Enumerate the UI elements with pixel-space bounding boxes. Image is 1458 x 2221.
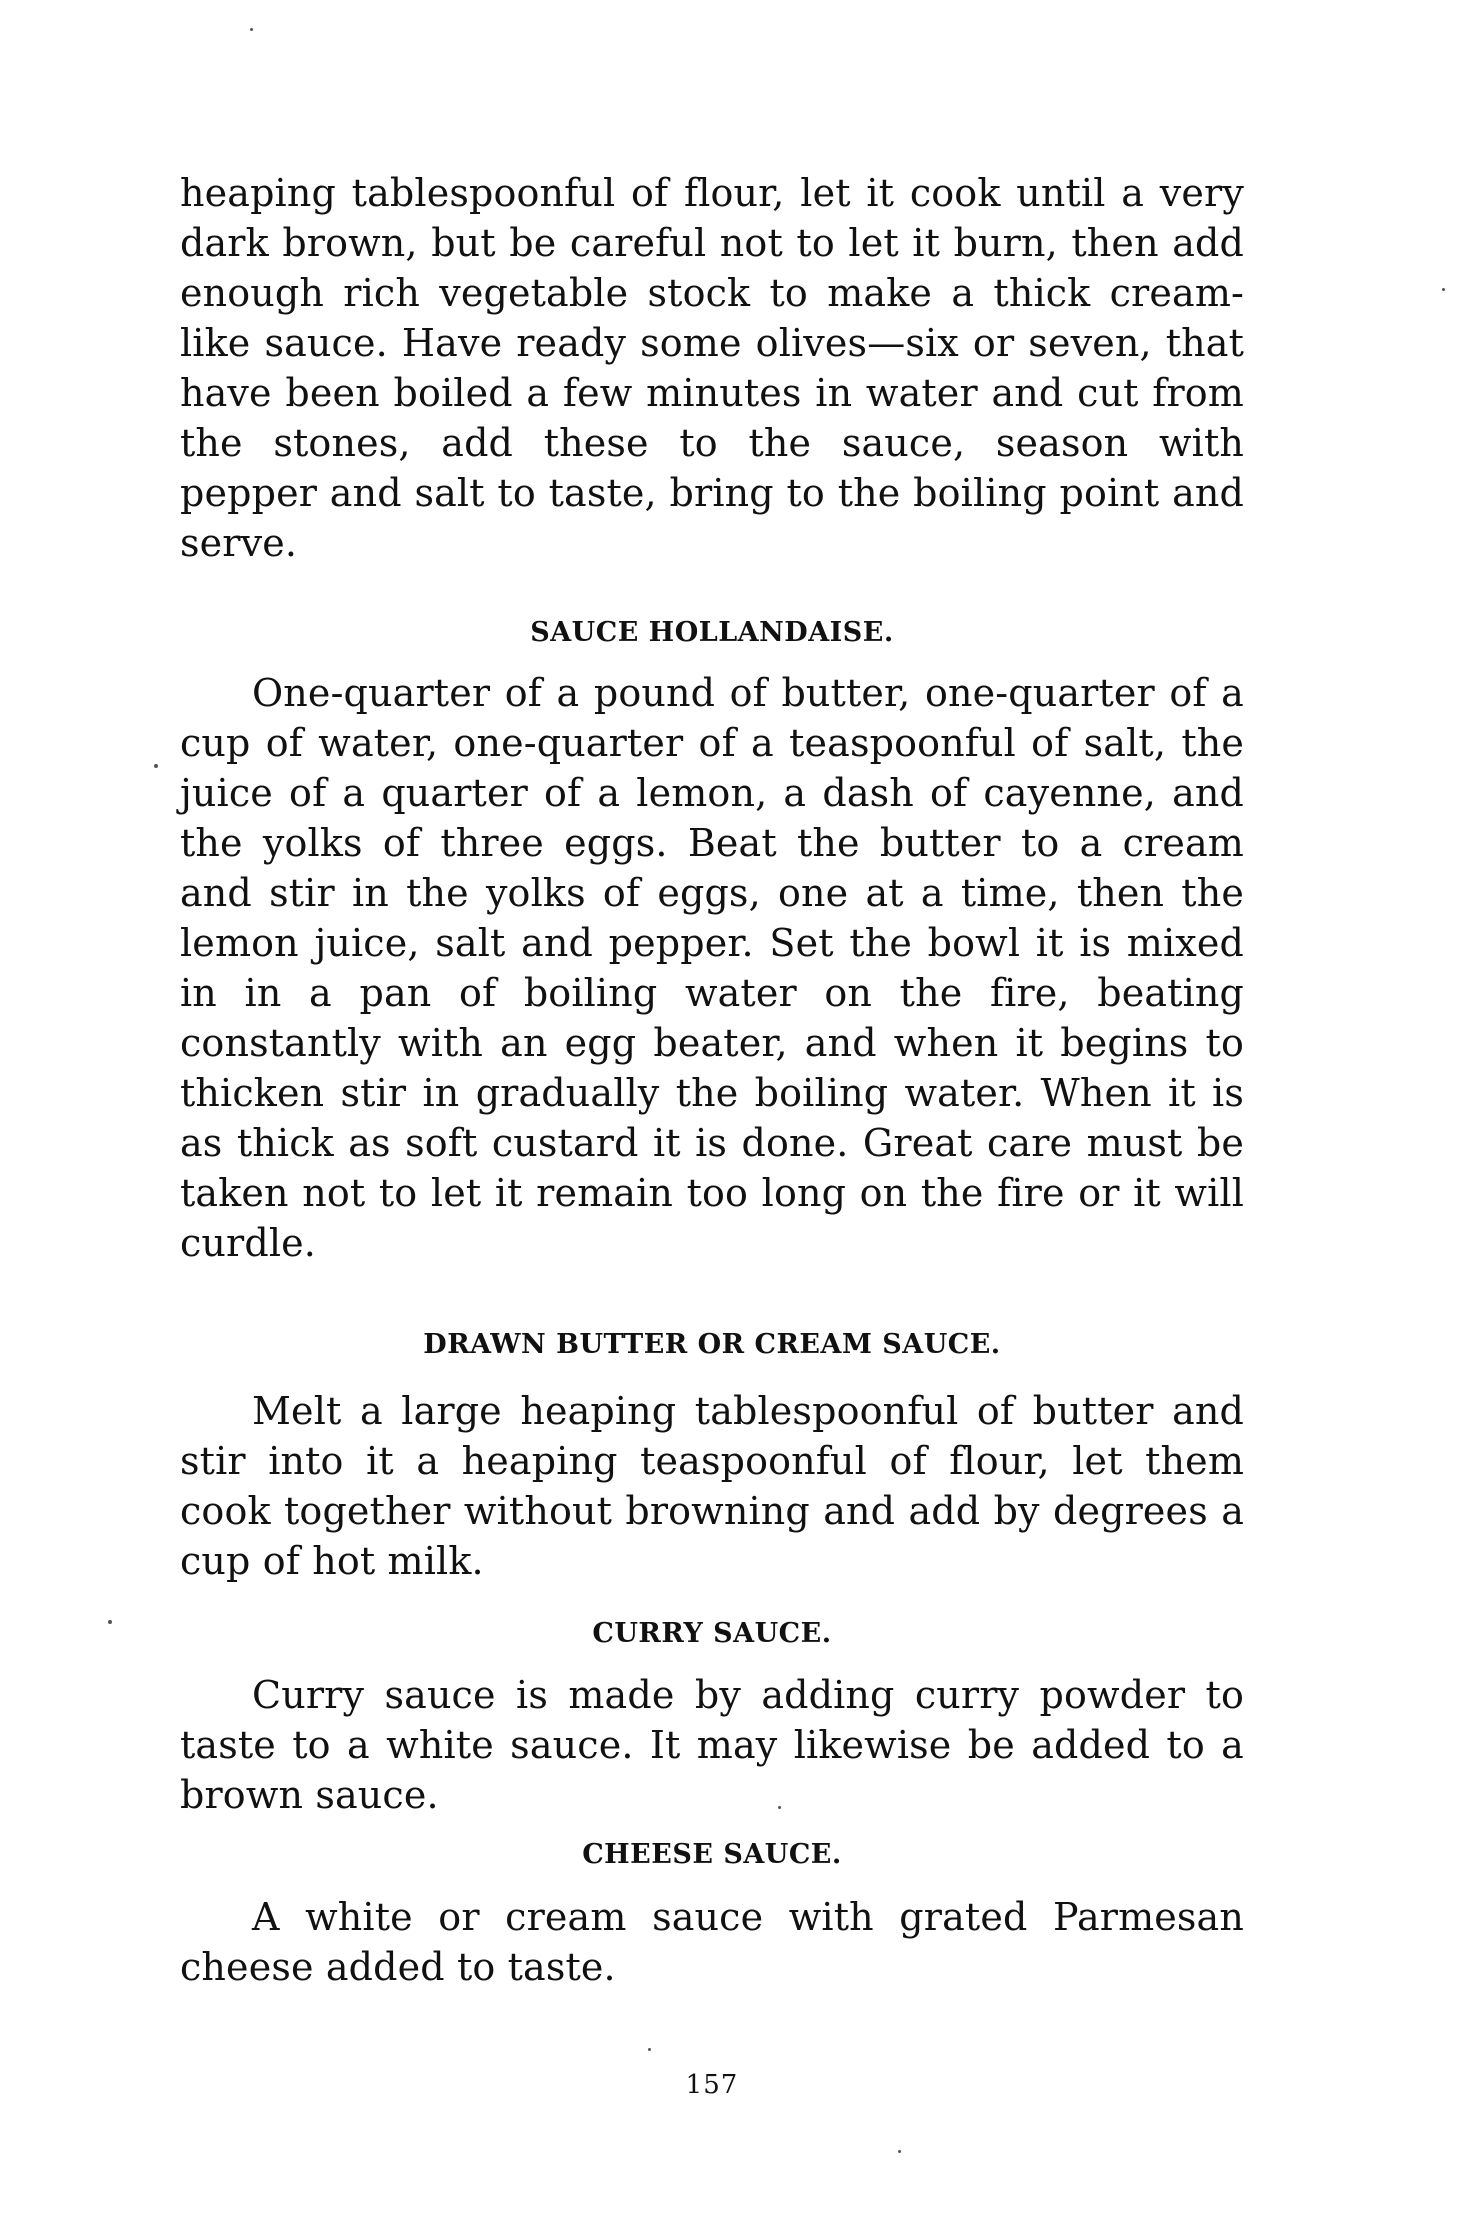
paper-speck (1442, 288, 1445, 291)
paper-speck (898, 2150, 901, 2153)
intro-paragraph-block (180, 168, 1244, 568)
page-number: 157 (685, 2070, 739, 2100)
section-heading-drawn-butter: DRAWN BUTTER OR CREAM SAUCE. (423, 1329, 1001, 1360)
section-body-drawn-butter: Melt a large heaping tablespoonful of butter and stir into it a heaping teaspoonful of flour, let them cook together without browning and add by degrees a cup of hot milk. (180, 1389, 1244, 1583)
intro-paragraph: heaping tablespoonful of flour, let it cook until a very dark brown, but be careful not to let it burn, then add enough rich vegetable stock to make a thick cream-like sauce. Have ready some olives—six or seven, that have been boiled a few minutes in water and cut from the stones, add these to the sauce, season with pepper and salt to taste, bring to the boiling point and serve. (180, 171, 1244, 565)
paper-speck (648, 2048, 651, 2051)
paper-speck (154, 764, 158, 768)
paper-speck (250, 28, 253, 31)
section-body-sauce-hollandaise-block (180, 668, 1244, 1268)
paper-speck (778, 1806, 781, 1809)
section-heading-cheese-sauce: CHEESE SAUCE. (582, 1839, 842, 1870)
section-heading-sauce-hollandaise: SAUCE HOLLANDAISE. (530, 617, 894, 648)
paper-speck (108, 1620, 112, 1624)
section-body-cheese-sauce: A white or cream sauce with grated Parmesan cheese added to taste. (180, 1895, 1244, 1989)
section-body-curry-sauce: Curry sauce is made by adding curry powder to taste to a white sauce. It may likewise be added to a brown sauce. (180, 1673, 1244, 1817)
section-body-curry-sauce-block (180, 1670, 1244, 1820)
section-heading-curry-sauce: CURRY SAUCE. (592, 1618, 832, 1649)
section-body-drawn-butter-block (180, 1386, 1244, 1586)
section-body-cheese-sauce-block (180, 1892, 1244, 1992)
section-body-sauce-hollandaise: One-quarter of a pound of butter, one-quarter of a cup of water, one-quarter of a teaspoonful of salt, the juice of a quarter of a lemon, a dash of cayenne, and the yolks of three eggs. Beat the butter to a cream and stir in the yolks of eggs, one at a time, then the lemon juice, salt and pepper. Set the bowl it is mixed in in a pan of boiling water on the fire, beating constantly with an egg beater, and when it begins to thicken stir in gradually the boiling water. When it is as thick as soft custard it is done. Great care must be taken not to let it remain too long on the fire or it will curdle. (180, 671, 1244, 1265)
